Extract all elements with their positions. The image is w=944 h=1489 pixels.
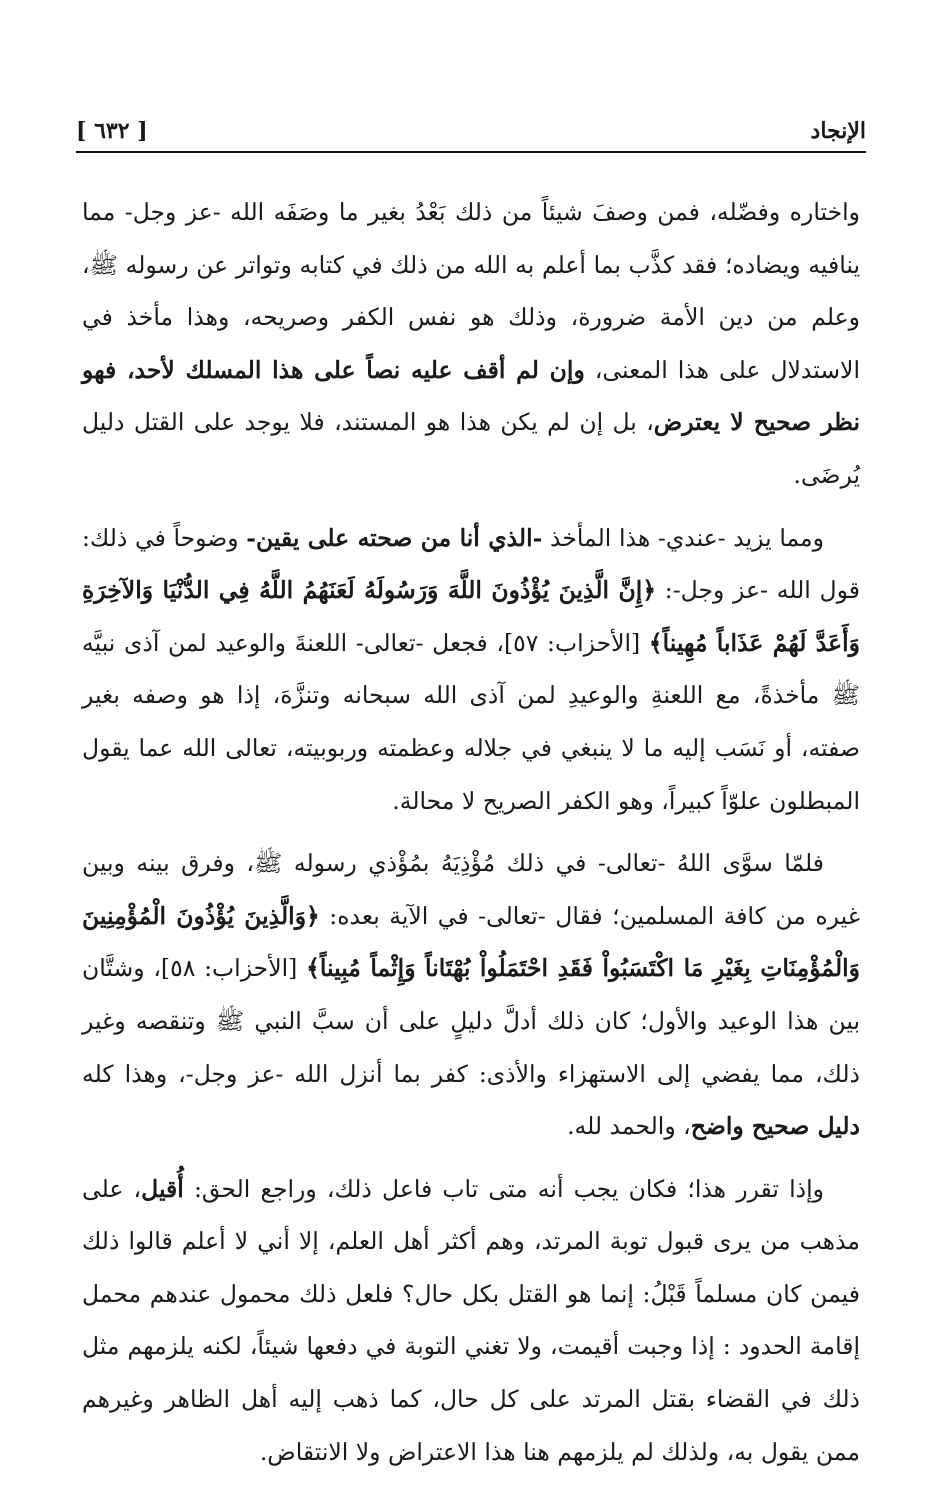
- p4-bold-text: أُقيل: [141, 1174, 184, 1203]
- page-number: [ ٦٣٢ ]: [76, 118, 148, 144]
- book-title: الإنجاد: [810, 118, 866, 144]
- p2-quran-verse: ﴿إِنَّ الَّذِينَ يُؤْذُونَ اللَّهَ وَرَسُولَهُ لَعَنَهُمُ اللَّهُ فِي الدُّنْيَا وَالآخِرَةِ وَأَعَدَّ لَهُمْ عَذَاباً مُهِيناً﴾: [82, 576, 861, 657]
- p1-bold-text: وإن لم أقف عليه نصاً على هذا المسلك لأحد، فهو نظر صحيح لا يعترض: [82, 355, 860, 437]
- p3-bold-text: دليل صحيح واضح: [690, 1112, 860, 1141]
- p4-text-a: وإذا تقرر هذا؛ فكان يجب أنه متى تاب فاعل ذلك، وراجع الحق:: [183, 1174, 824, 1203]
- p3-text-d: ، والحمد لله.: [567, 1112, 691, 1141]
- running-header: [76, 112, 866, 150]
- paragraph-2: [82, 512, 860, 828]
- p2-text-a: ومما يزيد -عندي- هذا المأخذ: [542, 523, 824, 552]
- p2-text-c: وضوحاً في ذلك: قول الله -عز وجل-:: [82, 523, 860, 605]
- p1-text-c: ، بل إن لم يكن هذا هو المستند، فلا يوجد على القتل دليل يُرضَى.: [82, 408, 860, 489]
- p4-text-c: ، على مذهب من يرى قبول توبة المرتد، وهم أكثر أهل العلم، إلا أني لا أعلم قالوا ذلك فيمن كان مسلماً قَبْلُ: إنما هو القتل بكل حال؟ فلعل ذلك محمول عندهم محمل إقامة الحدود : إذا وجبت أقيمت، ولا تغني التوبة في دفعها شيئاً، لكنه يلزمهم مثل ذلك في القضاء بقتل المرتد على كل حال، كما ذهب إليه أهل الظاهر وغيرهم ممن يقول به، ولذلك لم يلزمهم هنا هذا الاعتراض ولا الانتقاض.: [82, 1174, 860, 1466]
- page-body: [82, 186, 860, 1478]
- p2-text-d: [الأحزاب: ٥٧]، فجعل -تعالى- اللعنةَ والوعيد لمن آذى نبيَّه ﷺ مأخذةً، مع اللعنةِ والوعيدِ لمن آذى الله سبحانه وتنزَّهَ، إذا هو وصفه بغير صفته، أو نَسَب إليه ما لا ينبغي في جلاله وعظمته وربوبيته، تعالى الله عما يقول المبطلون علوّاً كبيراً، وهو الكفر الصريح لا محالة.: [82, 628, 860, 815]
- paragraph-1: [82, 186, 860, 502]
- header-rule: [76, 151, 866, 153]
- paragraph-3: [82, 837, 860, 1153]
- p3-text-a: فلمّا سوَّى اللهُ -تعالى- في ذلك مُؤْذِيَهُ بمُؤْذي رسوله ﷺ، وفرق بينه وبين غيره من كافة المسلمين؛ فقال -تعالى- في الآية بعده:: [82, 849, 860, 930]
- p3-quran-verse: ﴿وَالَّذِينَ يُؤْذُونَ الْمُؤْمِنِينَ وَالْمُؤْمِنَاتِ بِغَيْرِ مَا اكْتَسَبُواْ فَقَدِ احْتَمَلُواْ بُهْتَاناً وَإِثْماً مُبِيناً﴾: [82, 901, 860, 983]
- p3-text-b: [الأحزاب: ٥٨]، وشتَّان بين هذا الوعيد والأول؛ كان ذلك أدلَّ دليلٍ على أن سبَّ النبي ﷺ وتنقصه وغير ذلك، مما يفضي إلى الاستهزاء والأذى: كفر بما أنزل الله -عز وجل-، وهذا كله: [82, 954, 860, 1088]
- p1-text-a: واختاره وفضّله، فمن وصفَ شيئاً من ذلك بَعْدُ بغير ما وصَفَه الله -عز وجل- مما ينافيه ويضاده؛ فقد كذَّب بما أعلم به الله من ذلك في كتابه وتواتر عن رسوله ﷺ، وعلم من دين الأمة ضرورة، وذلك هو نفس الكفر وصريحه، وهذا مأخذ في الاستدلال على هذا المعنى،: [82, 198, 860, 384]
- paragraph-4: [82, 1163, 860, 1479]
- p2-bold-text: -الذي أنا من صحته على يقين-: [246, 523, 543, 552]
